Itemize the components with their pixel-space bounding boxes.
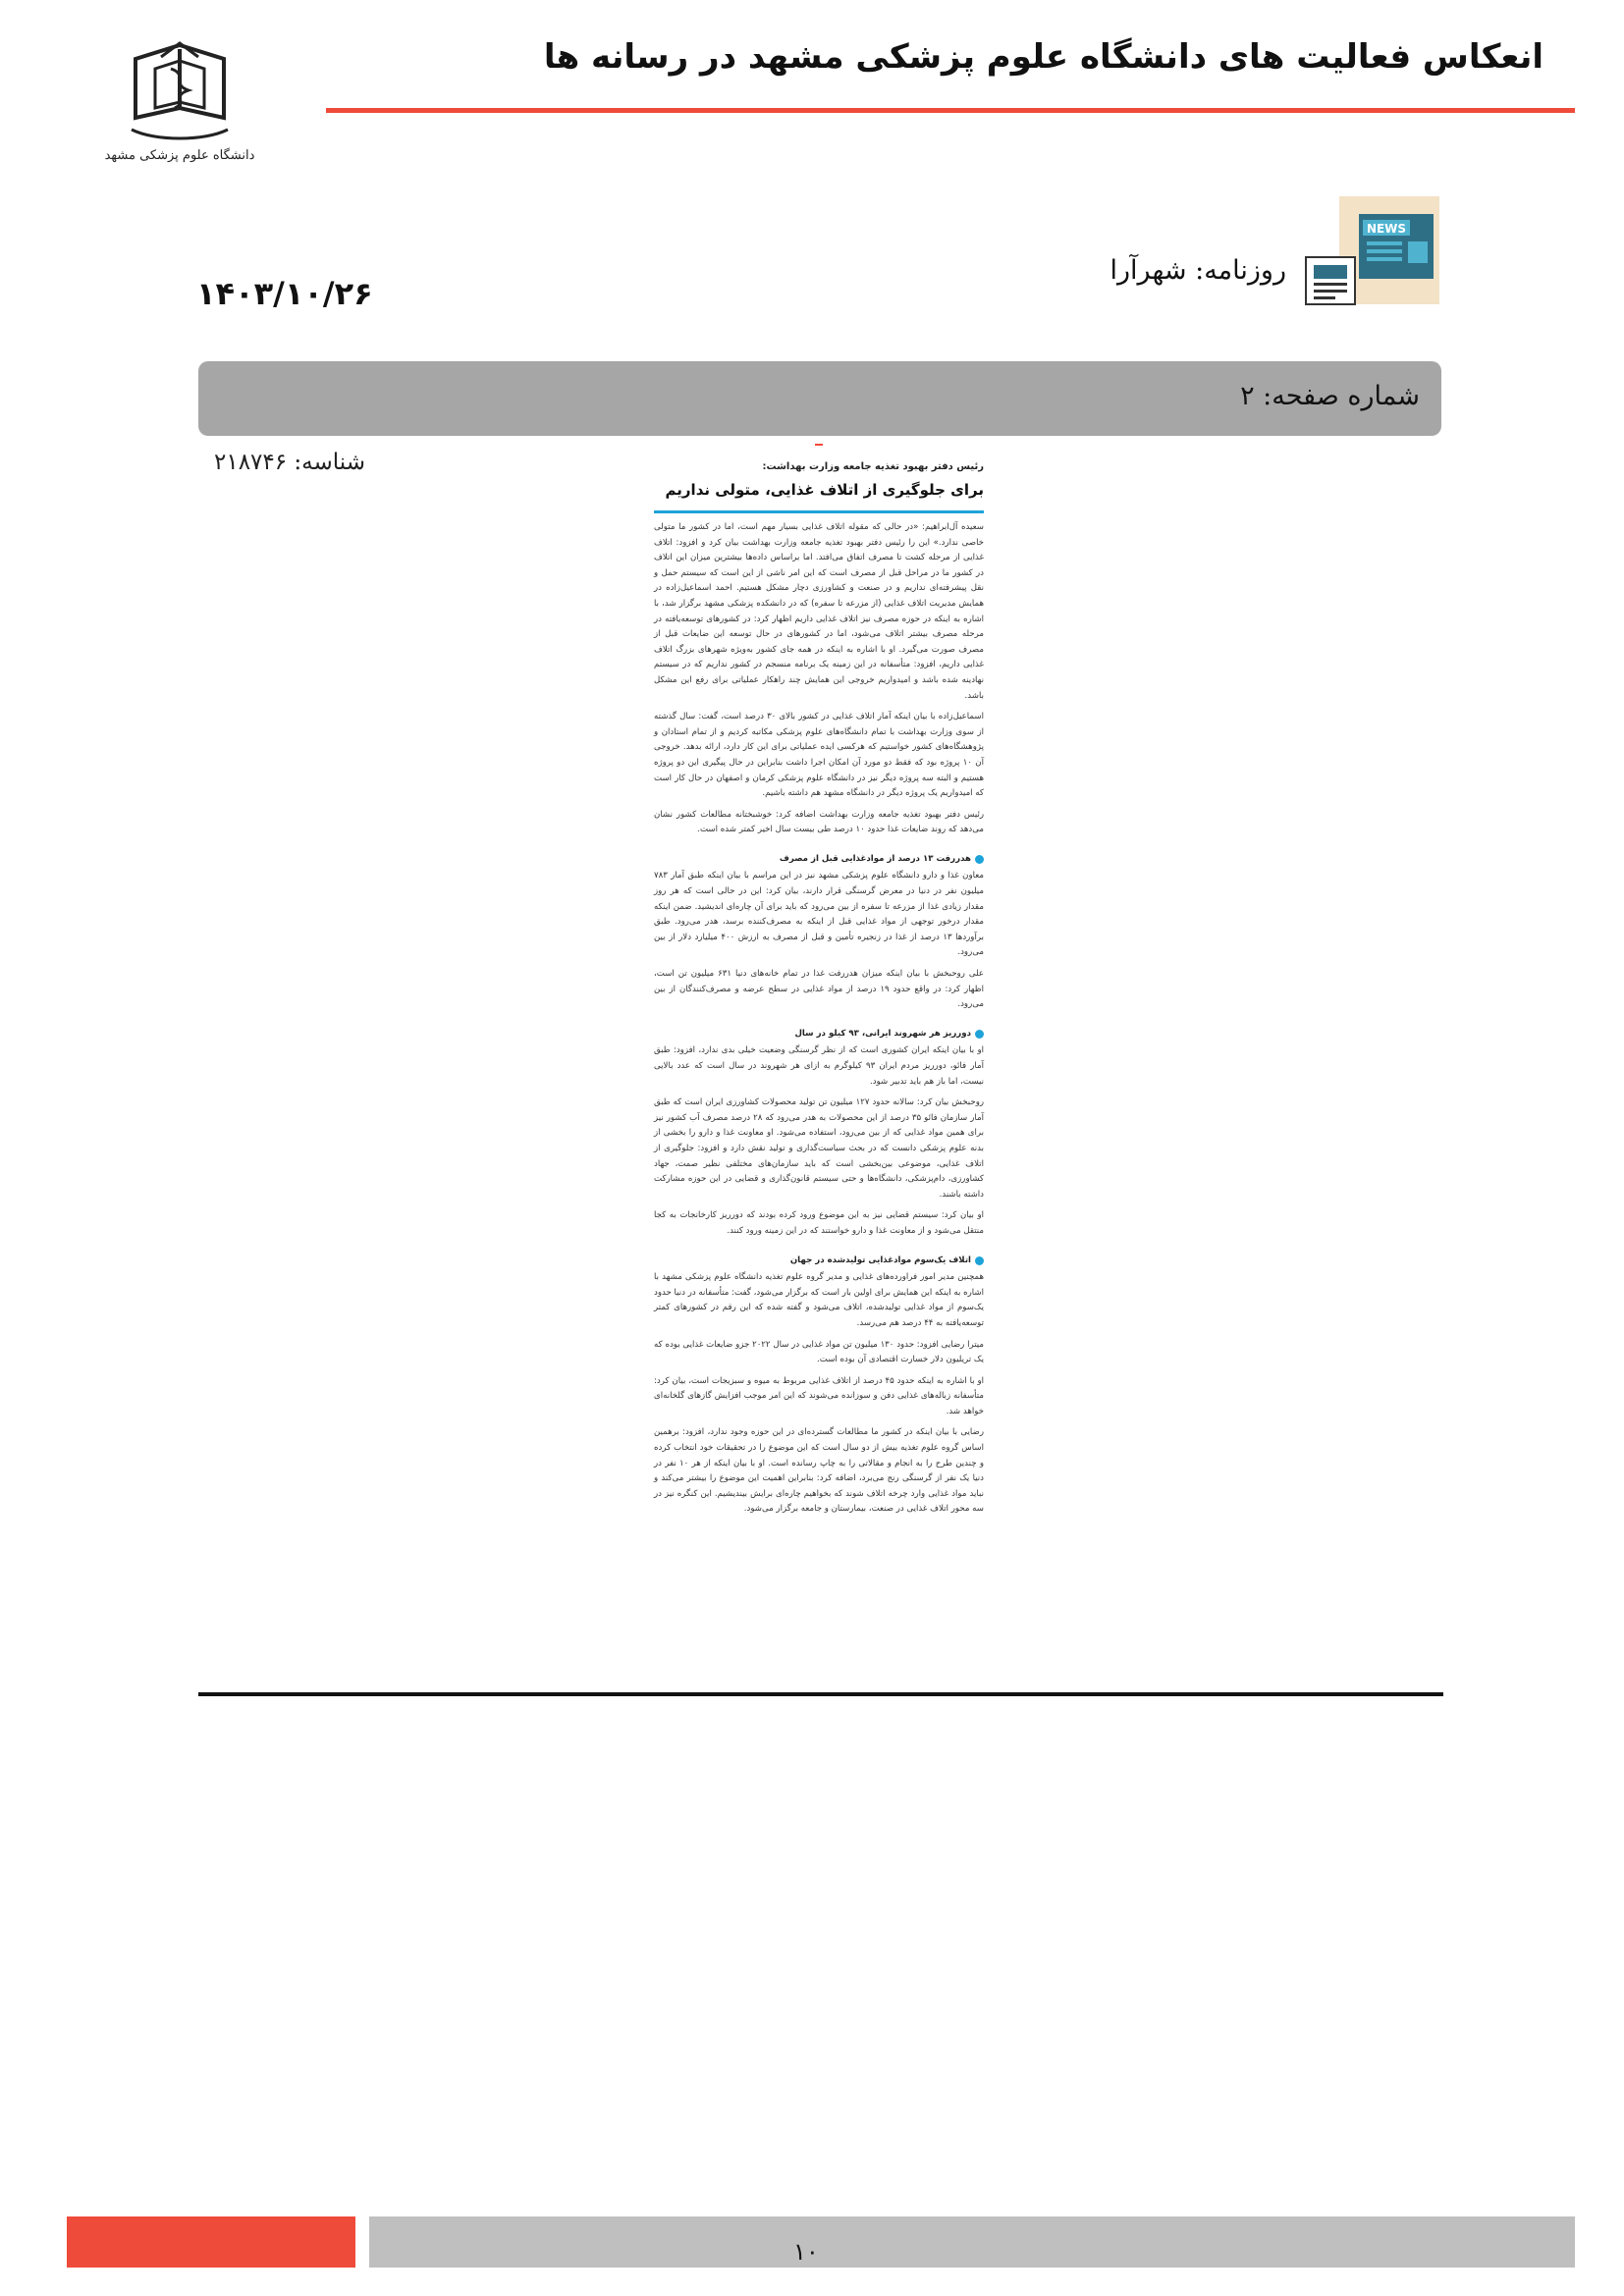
page-number-bar: [198, 361, 1441, 436]
section-subtitle-text: اتلاف یک‌سوم موادغذایی تولیدشده در جهان: [789, 1255, 971, 1265]
article-paragraph: او بیان کرد: سیستم قضایی نیز به این موضوع ورود کرده بودند که دورریز کارخانجات به کجا منتقل می‌شود و از معاونت غذا و دارو خواستند که در این زمینه ورود کنند.: [654, 1210, 984, 1236]
bullet-icon: [975, 855, 984, 864]
article-paragraph: همچنین مدیر امور فراورده‌های غذایی و مدیر گروه علوم تغذیه دانشگاه علوم پزشکی مشهد با اشاره به اینکه این همایش برای اولین بار است که برگزار می‌شود، گفت: متأسفانه در دنیا حدود یک‌سوم از مواد غذایی تولیدشده، اتلاف می‌شود و گفته شده که این رقم در کشورهای کمتر توسعه‌یافته به ۴۴ درصد هم می‌رسد.: [654, 1272, 984, 1328]
article-paragraph: او با بیان اینکه ایران کشوری است که از نظر گرسنگی وضعیت خیلی بدی ندارد، افزود: طبق آمار فائو، دورریز مردم ایران ۹۳ کیلوگرم به ازای هر شهروند در سال است که عدد بالایی نیست، اما باز هم باید تدبیر شود.: [654, 1045, 985, 1087]
section-subtitle-text: هدررفت ۱۳ درصد از موادغذایی قبل از مصرف: [779, 853, 971, 864]
svg-text:NEWS: NEWS: [1366, 222, 1407, 236]
footer-bar: [369, 2216, 1575, 2268]
newspaper-icon: [1306, 196, 1439, 310]
header-divider: [326, 108, 1575, 113]
footer-page-number: ۱۰: [793, 2238, 819, 2266]
article-paragraph: او با اشاره به اینکه حدود ۴۵ درصد از اتلاف غذایی مربوط به میوه و سبزیجات است، بیان کرد: متأسفانه زباله‌های غذایی دفن و سوزانده می‌شوند که این امر موجب افزایش گازهای گلخانه‌ای خواهد شد.: [654, 1375, 985, 1416]
article-paragraph: رضایی با بیان اینکه در کشور ما مطالعات گسترده‌ای در این حوزه وجود ندارد، افزود: برهمین اساس گروه علوم تغذیه بیش از دو سال است که این موضوع را در تحقیقات خود انتخاب کرده و چندین طرح را به انجام و مقالاتی را به چاپ رسانده است. او با بیان اینکه از هر ۱۰ نفر در دنیا یک نفر از گرسنگی رنج می‌برد، اضافه کرد: بنابراین اهمیت این موضوع را بیشتر می‌کند و نباید مواد غذایی وارد چرخه اتلاف شوند که بخواهیم چاره‌ای برایش بیندیشیم. این کنگره نیز در سه محور اتلاف غذایی در صنعت، بیمارستان و جامعه برگزار می‌شود.: [654, 1427, 984, 1515]
section-subtitle: [654, 852, 984, 868]
article-paragraph: اسماعیل‌زاده با بیان اینکه آمار اتلاف غذایی در کشور بالای ۳۰ درصد است، گفت: سال گذشته از سوی وزارت بهداشت با تمام دانشگاه‌های علوم پزشکی مکاتبه کردیم و از تمام استادان و پژوهشگاه‌های کشور خواستیم که هرکسی ایده عملیاتی برای این کار دارد، ارائه بدهد. خروجی آن ۱۰ پروژه بود که فقط دو مورد آن امکان اجرا داشت بنابراین در حال پیگیری این دو پروژه هستیم و البته سه پروژه دیگر نیز در دانشگاه علوم پزشکی کرمان و اصفهان در حال کار است که امیدواریم یک پروژه دیگر در دانشگاه مشهد هم داشته باشیم.: [654, 712, 984, 799]
clipping-marker: [815, 444, 823, 446]
article-paragraph: علی روحبخش با بیان اینکه میزان هدررفت غذا در تمام خانه‌های دنیا ۶۳۱ میلیون تن است، اظهار کرد: در واقع حدود ۱۹ درصد از مواد غذایی در سطح عرضه و مصرف‌کنندگان از بین می‌رود.: [654, 969, 984, 1010]
content-divider: [198, 1692, 1443, 1696]
article-paragraph: سعیده آل‌ابراهیم: «در حالی که مقوله اتلاف غذایی بسیار مهم است، اما در کشور ما متولی خاصی ندارد.» این را رئیس دفتر بهبود تغذیه جامعه وزارت بهداشت بیان کرد و افزود: اتلاف غذایی از مرحله کشت تا مصرف اتفاق می‌افتد. اما براساس داده‌ها بیشترین میزان این اتلاف در کشور ما در مراحل قبل از مصرف است که این امر ناشی از این است که سیستم حمل و نقل پیشرفته‌ای نداریم و در صنعت و کشاورزی دچار مشکل هستیم. احمد اسماعیل‌زاده در همایش مدیریت اتلاف غذایی (از مزرعه تا سفره) که در دانشکده پزشکی مشهد برگزار شد، با اشاره به اینکه در حوزه مصرف نیز اتلاف غذایی داریم اظهار کرد: در کشورهای توسعه‌یافته در مرحله مصرف بیشتر اتلاف می‌شود، اما در کشورهای در حال توسعه این ضایعات قبل از مصرف صورت می‌گیرد. او با اشاره به اینکه در همه جای کشور به‌ویژه شهرهای بزرگ اتلاف غذایی داریم، افزود: متأسفانه در این زمینه یک برنامه منسجم در کشور نداریم که در سیستم نهادینه شده باشد و امیدواریم خروجی این همایش چند راهکار عملیاتی برای رفع این مشکل باشد.: [654, 522, 984, 701]
page-title: انعکاس فعالیت های دانشگاه علوم پزشکی مشهد در رسانه ها: [543, 37, 1543, 77]
section-subtitle: [654, 1254, 984, 1269]
section-subtitle: [654, 1027, 984, 1042]
newspaper-name: روزنامه: شهرآرا: [1110, 255, 1286, 286]
bullet-icon: [975, 1030, 984, 1039]
article-paragraph: میترا رضایی افزود: حدود ۱۳۰ میلیون تن مواد غذایی در سال ۲۰۲۲ جزو ضایعات غذایی بوده که یک تریلیون دلار خسارت اقتصادی آن بوده است.: [654, 1339, 984, 1365]
article-paragraph: رئیس دفتر بهبود تغذیه جامعه وزارت بهداشت اضافه کرد: خوشبختانه مطالعات کشور نشان می‌دهد که روند ضایعات غذا حدود ۱۰ درصد طی بیست سال اخیر کمتر شده است.: [654, 809, 984, 835]
footer-accent-bar: [67, 2216, 355, 2268]
svg-text:دانشگاه علوم پزشکی مشهد: دانشگاه علوم پزشکی مشهد: [104, 148, 255, 163]
clipping-body: [654, 520, 984, 1523]
article-paragraph: روحبخش بیان کرد: سالانه حدود ۱۲۷ میلیون تن تولید محصولات کشاورزی ایران است که طبق آمار سازمان فائو ۳۵ درصد از این محصولات به هدر می‌رود که ۲۸ درصد مصرف آب کشور نیز برای همین مواد غذایی که از بین می‌رود، استفاده می‌شود. او معاونت غذا و دارو را بخشی از بدنه علوم پزشکی دانست که در بحث سیاست‌گذاری و تولید نقش دارد و افزود: جلوگیری از اتلاف غذایی، موضوعی بین‌بخشی است که باید سازمان‌های مختلفی نظیر صمت، جهاد کشاورزی، دام‌پزشکی، دانشگاه‌ها و حتی سیستم قانون‌گذاری و قضایی در این حوزه مشارکت داشته باشند.: [654, 1097, 985, 1200]
newspaper-clipping: [648, 440, 990, 1639]
document-id: شناسه: ۲۱۸۷۴۶: [214, 450, 366, 475]
clipping-headline-rule: [654, 510, 984, 513]
clipping-kicker: رئیس دفتر بهبود تغذیه جامعه وزارت بهداشت:: [762, 461, 984, 472]
article-paragraph: معاون غذا و دارو دانشگاه علوم پزشکی مشهد نیز در این مراسم با بیان اینکه طبق آمار ۷۸۳ میلیون نفر در دنیا در معرض گرسنگی قرار دارند، بیان کرد: این در حالی است که هر روز مقدار زیادی غذا از مزرعه تا سفره از بین می‌رود که باید برای آن چاره‌ای اندیشید. ضمن اینکه مقدار درخور توجهی از مواد غذایی قبل از اینکه به مصرف‌کننده برسد، هدر می‌رود. طبق برآوردها ۱۳ درصد از غذا در زنجیره تأمین و قبل از مصرف به ارزش ۴۰۰ میلیارد دلار از بین می‌رود.: [654, 871, 984, 958]
section-subtitle-text: دورریز هر شهروند ایرانی، ۹۳ کیلو در سال: [794, 1028, 971, 1039]
university-emblem-icon: [104, 39, 255, 167]
page-number-label: شماره صفحه: ۲: [1240, 381, 1420, 411]
publication-date: ۱۴۰۳/۱۰/۲۶: [196, 275, 373, 312]
bullet-icon: [975, 1256, 984, 1265]
clipping-headline: برای جلوگیری از اتلاف غذایی، متولی نداریم: [665, 481, 984, 499]
